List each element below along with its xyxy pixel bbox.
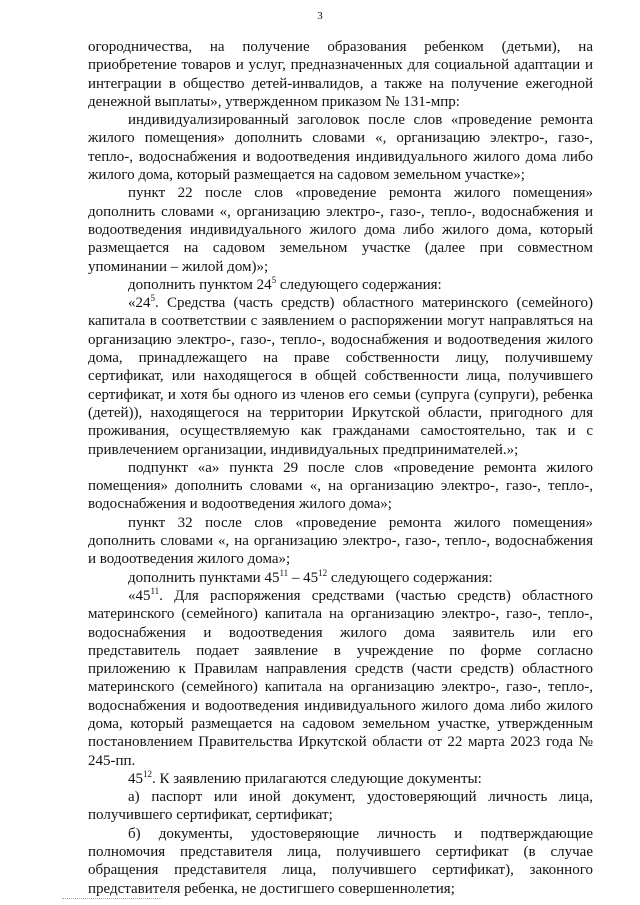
paragraph: «$24^5$. Средства (часть средств) областного материнского (семейного) капитала в соответствии с заявлением о распоряжении могут направляться на организацию электро-, газо-, тепло-, водоснабжения и водоотведения жилого дома, принадлежащего на праве собственности лицу, получившему сертификат, или находящегося в общей собственности лица, получившего сертификат, и хотя бы одного из членов его семьи (супруга (супруги), ребенка (детей)), находящегося на территории Иркутской области, пригодного для проживания, осуществляемую как гражданами самостоятельно, так и с привлечением организации, индивидуальных предпринимателей.»; bbox=[88, 293, 593, 458]
paragraph: б) документы, удостоверяющие личность и подтверждающие полномочия представителя лица, получившего сертификат (в случае обращения представителя лица, получившего сертификат), законного представителя ребенка, не достигшего совершеннолетия; bbox=[88, 825, 593, 897]
document-body bbox=[88, 38, 593, 898]
paragraph: индивидуализированный заголовок после слов «проведение ремонта жилого помещения» дополнить словами «, организацию электро-, газо-, тепло-, водоснабжения и водоотведения индивидуального жилого дома либо жилого дома, который размещается на садовом земельном участке»; bbox=[88, 112, 593, 184]
paragraph: огородничества, на получение образования ребенком (детьми), на приобретение товаров и услуг, предназначенных для социальной адаптации и интеграции в общество детей-инвалидов, а также на получение ежегодной денежной выплаты», утвержденном приказом № 131-мпр: bbox=[88, 39, 593, 110]
paragraph: а) паспорт или иной документ, удостоверяющий личность лица, получившего сертификат, сертификат; bbox=[88, 789, 593, 824]
paragraph: «$45^{11}$. Для распоряжения средствами (частью средств) областного материнского (семейного) капитала на организацию электро-, газо-, тепло-, водоснабжения и водоотведения жилого дома заявитель или его представитель подает заявление в учреждение по форме согласно приложению к Правилам направления средств (части средств) областного материнского (семейного) капитала на организацию электро-, газо-, тепло-, водоснабжения и водоотведения индивидуального жилого дома либо жилого дома, который размещается на садовом земельном участке, утвержденным постановлением Правительства Иркутской области от 22 марта 2023 года № 245-пп. bbox=[88, 585, 593, 769]
paragraph: дополнить пунктами $45^{11} - 45^{12}$ следующего содержания: bbox=[128, 567, 493, 586]
paragraph: пункт 22 после слов «проведение ремонта жилого помещения» дополнить словами «, организацию электро-, газо-, тепло-, водоснабжения и водоотведения индивидуального жилого дома либо жилого дома, который размещается на садовом земельном участке (далее при совместном упоминании – жилой дом)»; bbox=[88, 185, 593, 275]
footer-divider bbox=[62, 898, 162, 899]
paragraph: пункт 32 после слов «проведение ремонта жилого помещения» дополнить словами «, на организацию электро-, газо-, тепло-, водоснабжения и водоотведения жилого дома»; bbox=[88, 514, 593, 568]
paragraph: дополнить пунктом $24^5$ следующего содержания: bbox=[128, 274, 442, 293]
paragraph: подпункт «а» пункта 29 после слов «проведение ремонта жилого помещения» дополнить словами «, на организацию электро-, газо-, тепло-, водоснабжения и водоотведения жилого дома»; bbox=[88, 459, 593, 513]
page-number: 3 bbox=[317, 10, 323, 22]
paragraph: $45^{12}$. К заявлению прилагаются следующие документы: bbox=[128, 768, 482, 787]
